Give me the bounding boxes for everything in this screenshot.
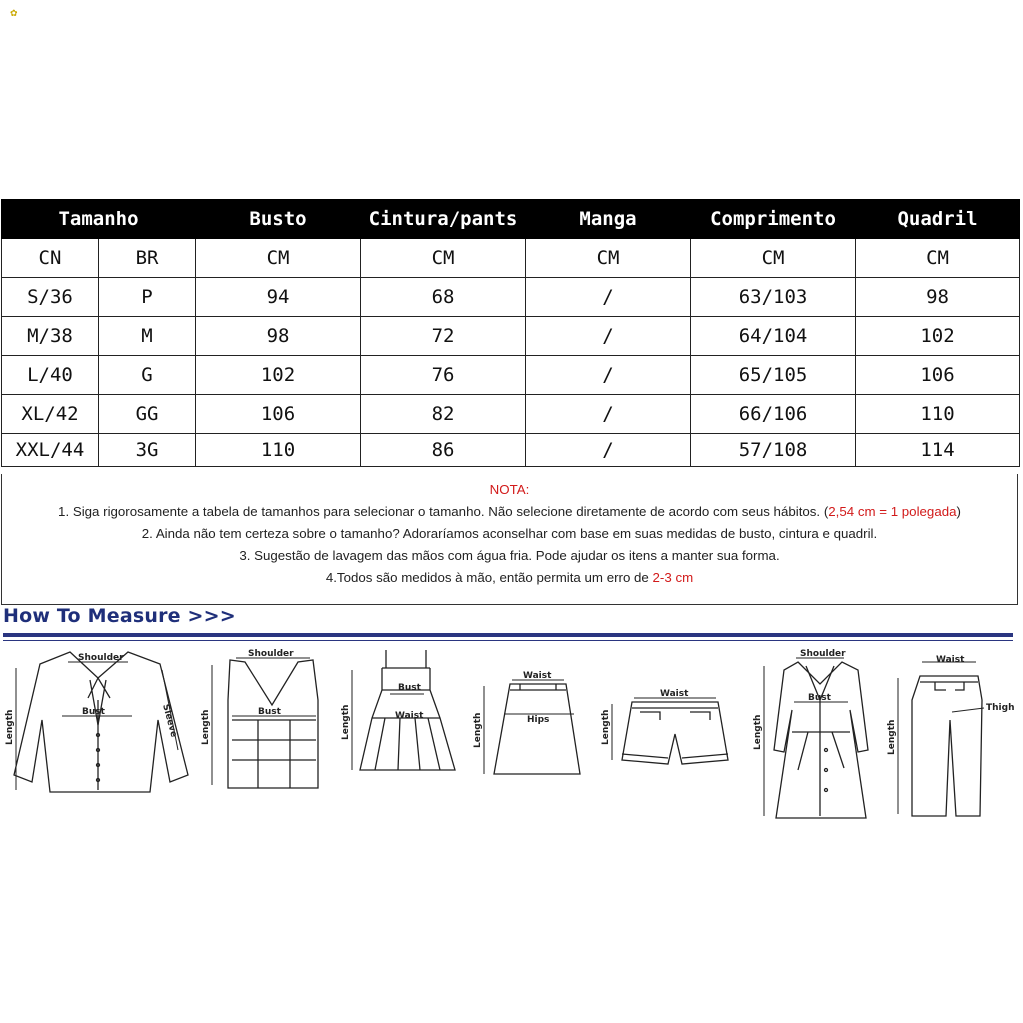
- table-cell: /: [526, 395, 691, 434]
- header-row: [2, 200, 1020, 239]
- table-cell: 98: [196, 317, 361, 356]
- sleeve-label: Sleeve: [160, 703, 179, 739]
- hips-label: Hips: [527, 715, 550, 725]
- table-cell: P: [99, 278, 196, 317]
- table-cell: 106: [196, 395, 361, 434]
- table-cell: 86: [361, 434, 526, 467]
- waist-label: Waist: [523, 671, 552, 681]
- unit-cell: CM: [196, 239, 361, 278]
- table-cell: GG: [99, 395, 196, 434]
- table-cell: M/38: [2, 317, 99, 356]
- table-cell: 102: [856, 317, 1020, 356]
- table-cell: 110: [196, 434, 361, 467]
- header-cintura: Cintura/pants: [361, 200, 526, 239]
- table-cell: S/36: [2, 278, 99, 317]
- units-row: [2, 239, 1020, 278]
- dress-illustration: [341, 650, 455, 770]
- table-cell: /: [526, 356, 691, 395]
- length-label: Length: [201, 709, 211, 745]
- table-cell: 64/104: [691, 317, 856, 356]
- length-label: Length: [5, 709, 15, 745]
- vest-illustration: [201, 649, 318, 788]
- table-cell: 82: [361, 395, 526, 434]
- how-to-measure-title: How To Measure >>>: [3, 605, 236, 627]
- table-cell: L/40: [2, 356, 99, 395]
- shoulder-label: Shoulder: [248, 649, 294, 659]
- table-cell: XL/42: [2, 395, 99, 434]
- notes-box: [1, 474, 1018, 605]
- table-cell: /: [526, 317, 691, 356]
- header-tamanho: Tamanho: [2, 200, 196, 239]
- header-busto: Busto: [196, 200, 361, 239]
- unit-cell: CM: [691, 239, 856, 278]
- unit-cell: CN: [2, 239, 99, 278]
- table-cell: /: [526, 434, 691, 467]
- table-cell: /: [526, 278, 691, 317]
- notes-title: NOTA:: [489, 482, 530, 497]
- table-cell: 110: [856, 395, 1020, 434]
- measurement-illustrations: [0, 640, 1023, 825]
- length-label: Length: [601, 709, 611, 745]
- table-cell: 76: [361, 356, 526, 395]
- waist-label: Waist: [660, 689, 689, 699]
- table-cell: 3G: [99, 434, 196, 467]
- table-cell: 94: [196, 278, 361, 317]
- table-cell: 102: [196, 356, 361, 395]
- note-line-2: 2. Ainda não tem certeza sobre o tamanho? Adoraríamos aconselhar com base em suas medidas de busto, cintura e quadril.: [141, 526, 878, 541]
- shorts-illustration: [601, 689, 728, 764]
- flower-icon: ✿: [10, 8, 18, 18]
- note-line-3: 3. Sugestão de lavagem das mãos com água fria. Pode ajudar os itens a manter sua forma.: [239, 548, 780, 563]
- table-row: [2, 317, 1020, 356]
- table-row: [2, 434, 1020, 467]
- coat-illustration: [753, 649, 868, 818]
- table-cell: 98: [856, 278, 1020, 317]
- note-line-1: 1. Siga rigorosamente a tabela de tamanhos para selecionar o tamanho. Não selecione diretamente de acordo com seus hábitos. (2,54 cm = 1 polegada): [58, 504, 961, 519]
- table-row: [2, 395, 1020, 434]
- header-manga: Manga: [526, 200, 691, 239]
- bust-label: Bust: [808, 693, 831, 703]
- header-comprimento: Comprimento: [691, 200, 856, 239]
- table-cell: 65/105: [691, 356, 856, 395]
- skirt-illustration: [473, 671, 580, 774]
- bust-label: Bust: [82, 707, 105, 717]
- length-label: Length: [341, 704, 351, 740]
- length-label: Length: [473, 712, 483, 748]
- table-cell: 63/103: [691, 278, 856, 317]
- bust-label: Bust: [398, 683, 421, 693]
- table-cell: 57/108: [691, 434, 856, 467]
- waist-label: Waist: [395, 711, 424, 721]
- blouse-illustration: [5, 652, 188, 792]
- length-label: Length: [753, 714, 763, 750]
- header-quadril: Quadril: [856, 200, 1020, 239]
- table-cell: 72: [361, 317, 526, 356]
- shoulder-label: Shoulder: [78, 653, 124, 663]
- table-cell: 106: [856, 356, 1020, 395]
- table-cell: XXL/44: [2, 434, 99, 467]
- size-table: [1, 199, 1020, 467]
- unit-cell: CM: [361, 239, 526, 278]
- table-cell: 114: [856, 434, 1020, 467]
- unit-cell: BR: [99, 239, 196, 278]
- pants-illustration: [887, 655, 1014, 816]
- table-cell: G: [99, 356, 196, 395]
- table-cell: 66/106: [691, 395, 856, 434]
- bust-label: Bust: [258, 707, 281, 717]
- table-row: [2, 278, 1020, 317]
- divider: [3, 633, 1013, 637]
- unit-cell: CM: [856, 239, 1020, 278]
- table-cell: 68: [361, 278, 526, 317]
- shoulder-label: Shoulder: [800, 649, 846, 659]
- length-label: Length: [887, 719, 897, 755]
- note-line-4: 4.Todos são medidos à mão, então permita um erro de 2-3 cm: [325, 570, 694, 585]
- waist-label: Waist: [936, 655, 965, 665]
- table-cell: M: [99, 317, 196, 356]
- table-row: [2, 356, 1020, 395]
- thigh-label: Thigh: [986, 703, 1015, 713]
- unit-cell: CM: [526, 239, 691, 278]
